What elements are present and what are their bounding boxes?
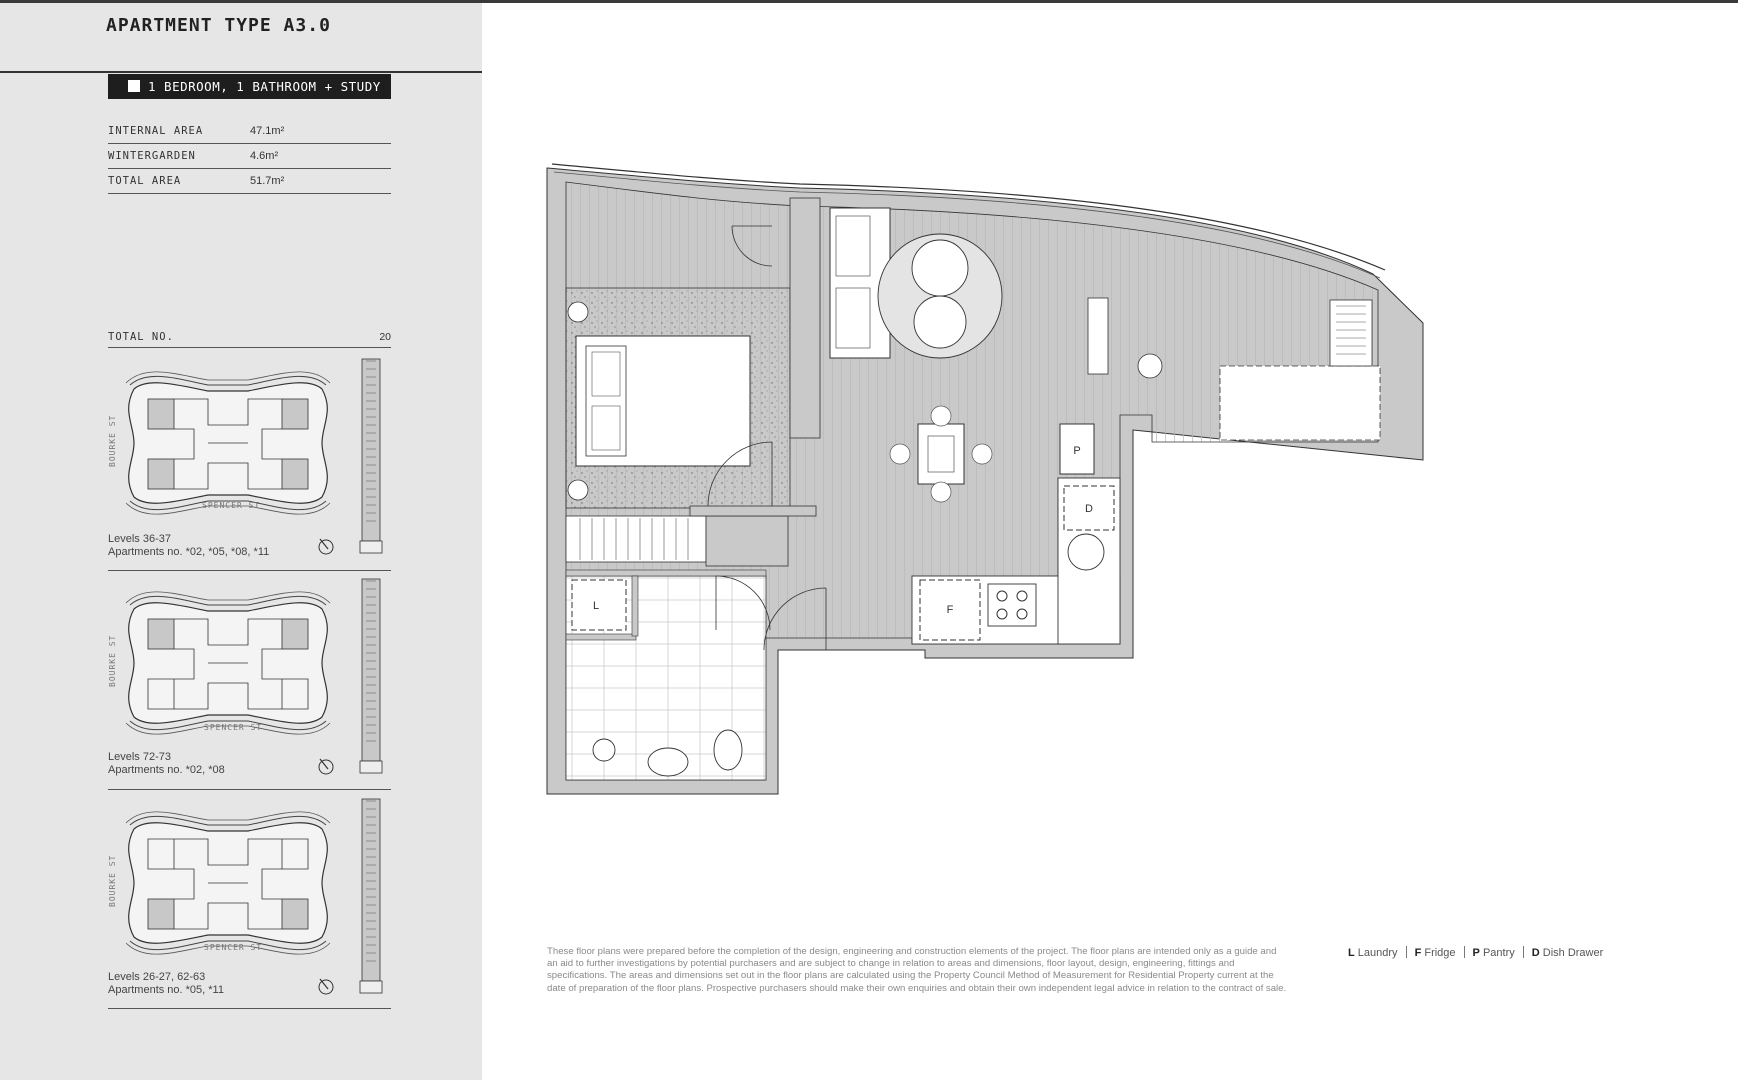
apartments-text: Apartments no. *05, *11: [108, 984, 224, 996]
title-divider: [0, 71, 482, 73]
divider: [108, 1008, 391, 1009]
legend-key: F: [1414, 947, 1422, 959]
area-label: WINTERGARDEN: [108, 150, 196, 162]
page-title: APARTMENT TYPE A3.0: [106, 15, 331, 36]
total-value: 20: [379, 331, 391, 343]
total-label: TOTAL NO.: [108, 331, 174, 343]
legend-key: L: [1348, 947, 1355, 959]
area-table: [108, 119, 391, 194]
area-value: 51.7m²: [250, 175, 285, 187]
level-block-3: [108, 795, 391, 1011]
street-label-bottom: SPENCER ST: [202, 501, 261, 510]
legend-label: Dish Drawer: [1542, 947, 1604, 959]
street-label-side: BOURKE ST: [108, 854, 117, 907]
keyplan-diagram: [108, 355, 391, 555]
apartments-text: Apartments no. *02, *05, *08, *11: [108, 546, 270, 558]
unit-type-badge: [108, 74, 391, 99]
pantry-label: P: [1073, 445, 1081, 457]
legend-label: Pantry: [1482, 947, 1515, 959]
legend-separator: [1464, 946, 1465, 958]
divider: [108, 789, 391, 790]
legend-separator: [1406, 946, 1407, 958]
legend-item-pantry: [1473, 947, 1515, 959]
disclaimer-text: These floor plans were prepared before the completion of the design, engineering and construction elements of the project. The floor plans are intended only as a guide and an aid to further investigations by potential purchasers and are subject to change in relation to areas and dimensions, floor layout, design, engineering, fittings and specifications. The areas and dimensions set out in the floor plans are calculated using the Property Council Method of Measurement for Residential Property current at the date of preparation of the floor plans. Prospective purchasers should make their own enquiries and obtain their own independent legal advice in relation to the contract of sale.: [547, 946, 1287, 994]
divider: [108, 570, 391, 571]
area-label: TOTAL AREA: [108, 175, 182, 187]
legend-key: D: [1531, 947, 1540, 959]
street-label-side: BOURKE ST: [108, 634, 117, 687]
fridge-label: F: [946, 604, 954, 616]
area-row-total: [108, 169, 391, 194]
area-value: 4.6m²: [250, 150, 279, 162]
dish-drawer-label: D: [1085, 503, 1093, 515]
square-icon: [128, 80, 140, 92]
levels-text: Levels 36-37: [108, 533, 171, 545]
legend-separator: [1523, 946, 1524, 958]
legend-item-fridge: [1415, 947, 1456, 959]
street-label-bottom: SPENCER ST: [204, 943, 263, 952]
street-label-side: BOURKE ST: [108, 414, 117, 467]
area-row-internal: [108, 119, 391, 144]
apartments-text: Apartments no. *02, *08: [108, 764, 225, 776]
street-label-bottom: SPENCER ST: [204, 723, 263, 732]
keyplan-diagram: [108, 575, 391, 775]
level-block-2: [108, 575, 391, 791]
legend-label: Fridge: [1424, 947, 1456, 959]
total-number-row: [108, 331, 391, 348]
legend-label: Laundry: [1357, 947, 1398, 959]
keyplan-diagram: [108, 795, 391, 995]
level-block-1: [108, 355, 391, 571]
levels-text: Levels 26-27, 62-63: [108, 971, 206, 983]
laundry-label: L: [592, 600, 600, 612]
plan-legend: [1348, 946, 1603, 959]
legend-key: P: [1472, 947, 1480, 959]
area-row-wintergarden: [108, 144, 391, 169]
area-label: INTERNAL AREA: [108, 125, 204, 137]
legend-item-dish-drawer: [1532, 947, 1604, 959]
legend-item-laundry: [1348, 947, 1398, 959]
floor-plan: [540, 160, 1440, 800]
area-value: 47.1m²: [250, 125, 285, 137]
levels-text: Levels 72-73: [108, 751, 171, 763]
unit-type-label: 1 BEDROOM, 1 BATHROOM + STUDY: [148, 79, 381, 94]
sidebar: [0, 3, 482, 1080]
